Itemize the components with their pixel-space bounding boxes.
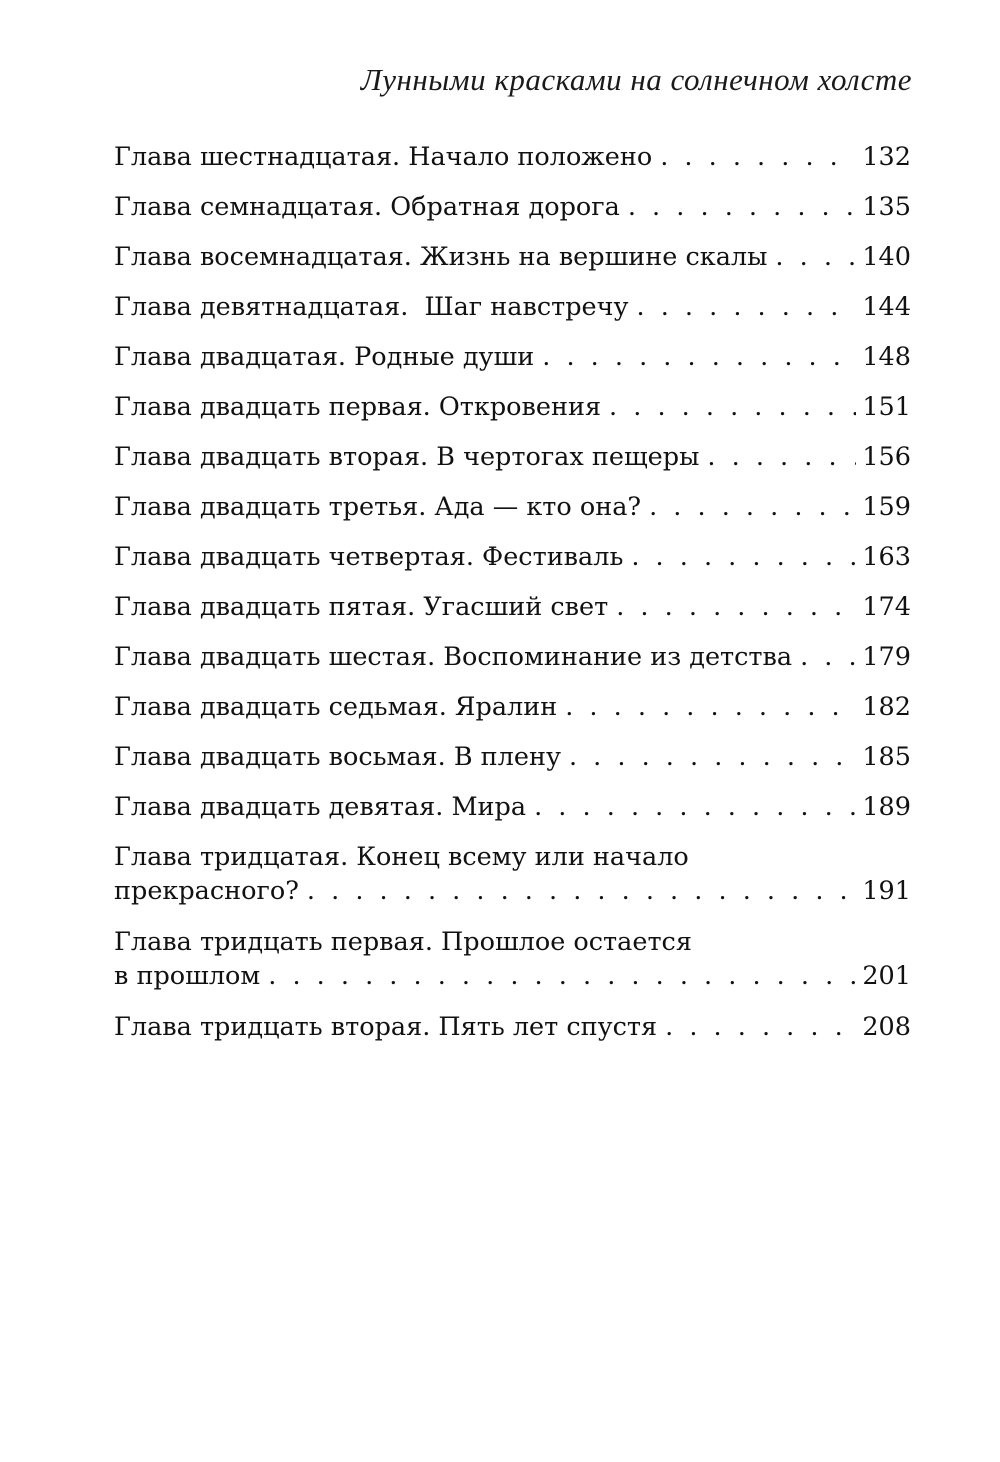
- table-of-contents: [114, 140, 911, 1060]
- toc-entry-page: 135: [862, 192, 911, 222]
- toc-entry-page: 151: [862, 392, 911, 422]
- dot-leader: [649, 490, 856, 524]
- toc-entry-title: Глава двадцать пятая. Угасший свет: [114, 592, 609, 622]
- toc-entry: [114, 790, 911, 840]
- toc-entry: [114, 290, 911, 340]
- dot-leader: [542, 340, 856, 374]
- toc-entry-page: 201: [862, 961, 911, 991]
- toc-entry-title: Глава двадцать девятая. Мира: [114, 792, 527, 822]
- toc-entry-title: Глава девятнадцатая. Шаг навстречу: [114, 292, 629, 322]
- dot-leader: [609, 390, 856, 424]
- toc-entry: [114, 590, 911, 640]
- toc-entry: [114, 840, 911, 925]
- dot-leader: [707, 440, 856, 474]
- dot-leader: [800, 640, 856, 674]
- toc-entry-page: 185: [862, 742, 911, 772]
- toc-entry-page: 163: [862, 542, 911, 572]
- dot-leader: [268, 959, 856, 993]
- toc-entry: [114, 925, 911, 1010]
- dot-leader: [631, 540, 856, 574]
- dot-leader: [534, 790, 856, 824]
- dot-leader: [628, 190, 856, 224]
- toc-entry-title: Глава тридцатая. Конец всему или начало: [114, 842, 689, 872]
- toc-entry: [114, 240, 911, 290]
- toc-entry-title: Глава тридцать первая. Прошлое остается: [114, 927, 692, 957]
- toc-entry-title: Глава восемнадцатая. Жизнь на вершине скалы: [114, 242, 768, 272]
- toc-entry-page: 148: [862, 342, 911, 372]
- toc-entry-page: 144: [862, 292, 911, 322]
- dot-leader: [565, 690, 856, 724]
- toc-entry-page: 140: [862, 242, 911, 272]
- toc-entry: [114, 740, 911, 790]
- dot-leader: [665, 1010, 856, 1044]
- toc-entry-title: Глава двадцатая. Родные души: [114, 342, 535, 372]
- toc-entry-page: 182: [862, 692, 911, 722]
- toc-entry: [114, 490, 911, 540]
- toc-entry-title: Глава двадцать шестая. Воспоминание из детства: [114, 642, 793, 672]
- toc-entry-page: 189: [862, 792, 911, 822]
- dot-leader: [660, 140, 856, 174]
- toc-entry-page: 159: [862, 492, 911, 522]
- toc-entry-title: Глава двадцать седьмая. Яралин: [114, 692, 558, 722]
- toc-entry: [114, 640, 911, 690]
- toc-entry-page: 132: [862, 142, 911, 172]
- toc-entry: [114, 690, 911, 740]
- toc-entry-title: Глава двадцать третья. Ада — кто она?: [114, 492, 642, 522]
- toc-entry: [114, 390, 911, 440]
- toc-entry: [114, 140, 911, 190]
- toc-entry: [114, 440, 911, 490]
- toc-entry-page: 179: [862, 642, 911, 672]
- toc-entry-title: Глава двадцать вторая. В чертогах пещеры: [114, 442, 700, 472]
- dot-leader: [307, 874, 856, 908]
- toc-entry-title: Глава семнадцатая. Обратная дорога: [114, 192, 620, 222]
- toc-entry: [114, 1010, 911, 1060]
- toc-entry-title-continued: прекрасного?: [114, 876, 299, 906]
- toc-entry-title: Глава двадцать четвертая. Фестиваль: [114, 542, 624, 572]
- dot-leader: [775, 240, 856, 274]
- toc-entry-title: Глава шестнадцатая. Начало положено: [114, 142, 653, 172]
- toc-entry-title: Глава тридцать вторая. Пять лет спустя: [114, 1012, 658, 1042]
- toc-entry: [114, 190, 911, 240]
- toc-entry-page: 156: [862, 442, 911, 472]
- toc-entry: [114, 540, 911, 590]
- toc-entry-title-continued: в прошлом: [114, 961, 261, 991]
- toc-entry-page: 191: [862, 876, 911, 906]
- dot-leader: [569, 740, 856, 774]
- dot-leader: [616, 590, 856, 624]
- toc-entry-title: Глава двадцать первая. Откровения: [114, 392, 602, 422]
- toc-entry: [114, 340, 911, 390]
- toc-entry-page: 174: [862, 592, 911, 622]
- toc-entry-title: Глава двадцать восьмая. В плену: [114, 742, 561, 772]
- toc-entry-page: 208: [862, 1012, 911, 1042]
- dot-leader: [637, 290, 857, 324]
- running-header: Лунными красками на солнечном холсте: [360, 62, 912, 97]
